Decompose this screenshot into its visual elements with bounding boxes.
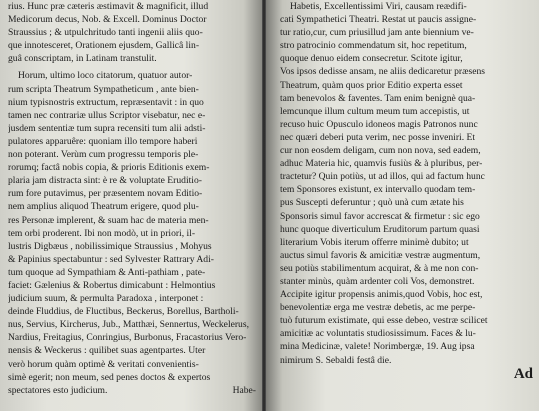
text-line: tem Sponsores existunt, ex intervallo quodam tem- bbox=[280, 184, 476, 196]
text-line: res Personæ implerent, & suam hac de materia men- bbox=[8, 214, 209, 226]
text-line: verò horum quàm optimè & veritati convenientis- bbox=[8, 358, 199, 370]
text-line: Straussius ; & utpulchritudo tanti ingenii aliis quo- bbox=[8, 27, 203, 39]
text-line: tur ratio,cur, cum priusillud jam ante biennium ve- bbox=[280, 27, 474, 39]
catchword-right: Ad bbox=[513, 365, 533, 382]
text-line: tem orbi proderent. Ibi non modò, ut in priori, il- bbox=[8, 227, 196, 239]
text-line: nec quæri deberi puta verim, nec posse inveniri. Et bbox=[280, 131, 476, 143]
text-line: tum quoque ad Sympathiam & Anti-pathiam , pate- bbox=[8, 266, 206, 278]
text-line: deinde Fluddius, de Fluctibus, Beckerus, Borellus, Bartholi- bbox=[8, 306, 239, 318]
text-line: Sponsoris simul favor accrescat & firmetur : sic ego bbox=[280, 210, 480, 222]
text-line: & Papinius spectabuntur : sed Sylvester Rattrary Adi- bbox=[8, 253, 214, 265]
text-line: cur non eosdem deligam, cum non nova, sed eadem, bbox=[280, 145, 481, 157]
text-line: cati Sympathetici Theatri. Restat ut paucis assigne- bbox=[280, 14, 477, 26]
text-line: que innotesceret, Orationem ejusdem, Gallicâ lin- bbox=[8, 40, 200, 52]
text-line: Nardius, Freitagius, Conringius, Burbonus, Fracastorius Vero- bbox=[8, 332, 247, 344]
text-line: tam benevolos & faventes. Tam enim benignè qua- bbox=[280, 92, 476, 104]
text-line: nus, Servius, Kircherus, Jub., Matthæi, Sennertus, Weckelerus, bbox=[8, 319, 249, 331]
text-line: rum fore putavimus, per præsentem novam Editio- bbox=[8, 188, 203, 200]
text-line: hunc quoque diverticulum Eruditorum partum quasi bbox=[280, 223, 480, 235]
text-line: mina Medicinæ, valete! Norimbergæ, 19. Aug ipsa bbox=[280, 341, 475, 353]
text-line: pus Suscepti deferuntur ; quò unà cum ætate his bbox=[280, 197, 464, 209]
text-line: Habetis, Excellentissimi Viri, causam reædifi- bbox=[290, 1, 467, 12]
text-line: stanter minùs, quàm ardenter coli Vos, demonstret. bbox=[280, 275, 475, 287]
text-line: guâ conscriptam, in Latinam transtulit. bbox=[8, 53, 157, 65]
text-line: auctus simul favoris & amicitiæ vestræ augmentum, bbox=[280, 249, 481, 261]
text-line: tractetur? Quin potiùs, ut ad illos, qui ad factum hunc bbox=[280, 171, 485, 183]
text-line: literarium Vobis iterum offerre minimè dubito; ut bbox=[280, 236, 469, 248]
text-line: pulatores apparuêre: quoniam illo tempore haberi bbox=[8, 135, 198, 147]
text-line: plaria jam distracta sint: è re & voluptate Eruditio- bbox=[8, 175, 202, 187]
text-line: simè egerit; non meum, sed penes doctos & expertos bbox=[8, 371, 211, 383]
text-line-last bbox=[8, 384, 256, 397]
text-line-end: spectatores esto judicium. bbox=[8, 384, 108, 396]
left-page bbox=[0, 0, 262, 411]
text-line: amicitiæ ac voluntatis studiosissimum. Faces & lu- bbox=[280, 328, 476, 340]
text-line: recuso huic Opusculo idoneos magis Patronos nunc bbox=[280, 118, 478, 130]
left-paragraph-1 bbox=[8, 0, 256, 65]
text-line: faciet: Gælenius & Robertus dimicabunt : Helmontius bbox=[8, 279, 216, 291]
text-line: Vos ipsos dedisse ansam, ne aliis dedicaretur præsens bbox=[280, 66, 485, 78]
right-page bbox=[266, 0, 539, 411]
left-paragraph-2 bbox=[8, 69, 256, 396]
text-line: nium typisnostris extructum, repræsentavit : in quo bbox=[8, 96, 204, 108]
text-line: non poterant. Verùm cum progressu temporis ple- bbox=[8, 149, 199, 161]
text-line: tuò futurum existimate, qui esse debeo, vestræ scilicet bbox=[280, 315, 488, 327]
text-line: adhuc Materia hic, quamvis fusiùs & à pluribus, per- bbox=[280, 158, 483, 170]
text-line: rorumq; factâ nobis copia, & prioris Editionis exem- bbox=[8, 162, 210, 174]
text-line: Horum, ultimo loco citatorum, quatuor autor- bbox=[18, 70, 193, 82]
text-line: stro patrocinio commendatum sit, hoc repetitum, bbox=[280, 40, 467, 52]
text-line: jusdem sententiæ tum supra recensiti tum alii adsti- bbox=[8, 122, 206, 134]
text-line: Theatrum, quàm quos prior Editio experta esset bbox=[280, 79, 463, 91]
text-line: benevolentiæ erga me vestræ debetis, ac me perpe- bbox=[280, 302, 476, 314]
text-line: nem amplius aliquod Theatrum erigere, quod plu- bbox=[8, 201, 199, 213]
text-line: rum scripta Theatrum Sympatheticum , ante bien- bbox=[8, 83, 199, 95]
text-line: nensis & Weckerus : quilibet suas agentpartes. Uter bbox=[8, 345, 206, 357]
text-line: nimirum S. Sebaldi festâ die. bbox=[280, 354, 392, 366]
text-line: quoque denuo eidem consecretur. Scitote igitur, bbox=[280, 53, 463, 65]
catchword-left: Habe- bbox=[232, 384, 256, 396]
text-line: lustris Digbæus , nobilissimique Straussius , Mohyus bbox=[8, 240, 212, 252]
text-line: tamen nec contrariæ ullus Scriptor visebatur, nec e- bbox=[8, 109, 206, 121]
text-line: lemcunque illum cultum meum tum accepistis, ut bbox=[280, 105, 470, 117]
text-line: Medicorum decus, Nob. & Excell. Dominus Doctor bbox=[8, 14, 207, 26]
text-line: rius. Hunc præ cæteris æstimavit & magnificit, illud bbox=[8, 1, 209, 12]
text-line: judicium suum, & permulta Paradoxa , interponet : bbox=[8, 293, 204, 305]
text-line: Accipite igitur propensis animis,quod Vobis, hoc est, bbox=[280, 289, 483, 301]
text-line: seu potiùs stabilimentum acquirat, & à me non con- bbox=[280, 262, 479, 274]
